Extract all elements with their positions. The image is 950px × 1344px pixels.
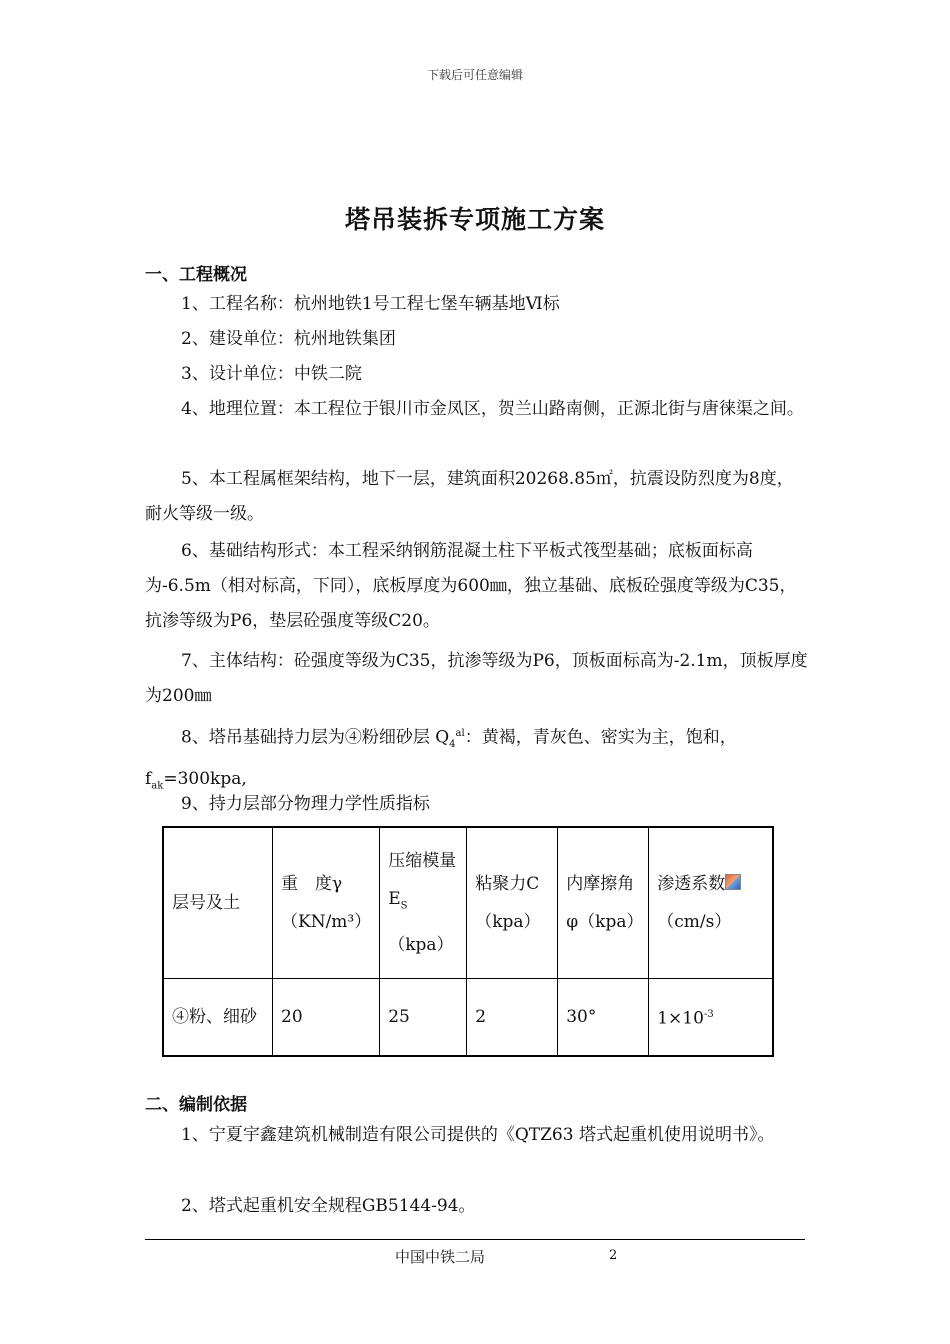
embedded-image-icon (725, 874, 741, 890)
table-header-cell: 粘聚力C（kpa） (467, 827, 558, 979)
table-header-cell: 渗透系数 （cm/s） (649, 827, 773, 979)
overview-item-7: 7、主体结构：砼强度等级为C35，抗渗等级为P6，顶板面标高为-2.1m，顶板厚度为200㎜ (145, 651, 808, 706)
table-cell: 30° (558, 979, 649, 1057)
table-header-cell: 层号及土 (163, 827, 273, 979)
overview-item-1: 1、工程名称：杭州地铁1号工程七堡车辆基地Ⅵ标 (181, 294, 560, 314)
table-cell: 20 (273, 979, 380, 1057)
soil-properties-table (162, 826, 774, 1057)
overview-item-2: 2、建设单位：杭州地铁集团 (181, 329, 396, 349)
item-8-fak: $f_{ak}=300kpa$, (145, 769, 247, 792)
document-title: 塔吊装拆专项施工方案 (344, 205, 605, 234)
section-heading-overview: 一、工程概况 (145, 265, 247, 285)
overview-item-4: 4、地理位置：本工程位于银川市金凤区，贺兰山路南侧，正源北街与唐徕渠之间。 (181, 399, 804, 419)
footer-divider (145, 1239, 805, 1240)
page-number: 2 (609, 1248, 618, 1263)
basis-item-2: 2、塔式起重机安全规程GB5144-94。 (181, 1196, 476, 1216)
overview-item-9: 9、持力层部分物理力学性质指标 (181, 794, 430, 814)
overview-item-5: 5、本工程属框架结构，地下一层，建筑面积20268.85㎡，抗震设防烈度为8度，耐火等级一级。 (145, 469, 794, 524)
table-cell: $1\times 10^{-3}$ (649, 979, 773, 1057)
table-row (163, 979, 773, 1057)
item-8-text-b: ：黄褐，青灰色、密实为主，饱和， (464, 727, 737, 748)
table-header-cell: 重 度γ（KN/m³） (273, 827, 380, 979)
item-8-superscript: al (455, 728, 465, 739)
table-header-cell: 内摩擦角φ（kpa） (558, 827, 649, 979)
table-cell: 25 (380, 979, 467, 1057)
table-cell: 2 (467, 979, 558, 1057)
section-heading-basis: 二、编制依据 (145, 1095, 247, 1115)
header-note: 下载后可任意编辑 (426, 68, 523, 82)
basis-item-1: 1、宁夏宇鑫建筑机械制造有限公司提供的《QTZ63 塔式起重机使用说明书》。 (181, 1125, 775, 1145)
table-header-cell: 压缩模量 $E_S(kpa)$ (380, 827, 467, 979)
table-cell: ④粉、细砂 (163, 979, 273, 1057)
item-8-subscript: 4 (449, 739, 456, 751)
footer-organization: 中国中铁二局 (395, 1248, 486, 1266)
table-header-row (163, 827, 773, 979)
overview-item-3: 3、设计单位：中铁二院 (181, 364, 362, 384)
overview-item-6: 6、基础结构形式：本工程采纳钢筋混凝土柱下平板式筏型基础；底板面标高为-6.5m（相对标高，下同），底板厚度为600㎜，独立基础、底板砼强度等级为C35，抗渗等级为P6，垫层砼强度等级C20。 (145, 541, 797, 631)
item-8-text-a: 8、塔吊基础持力层为④粉细砂层 Q (181, 727, 450, 748)
